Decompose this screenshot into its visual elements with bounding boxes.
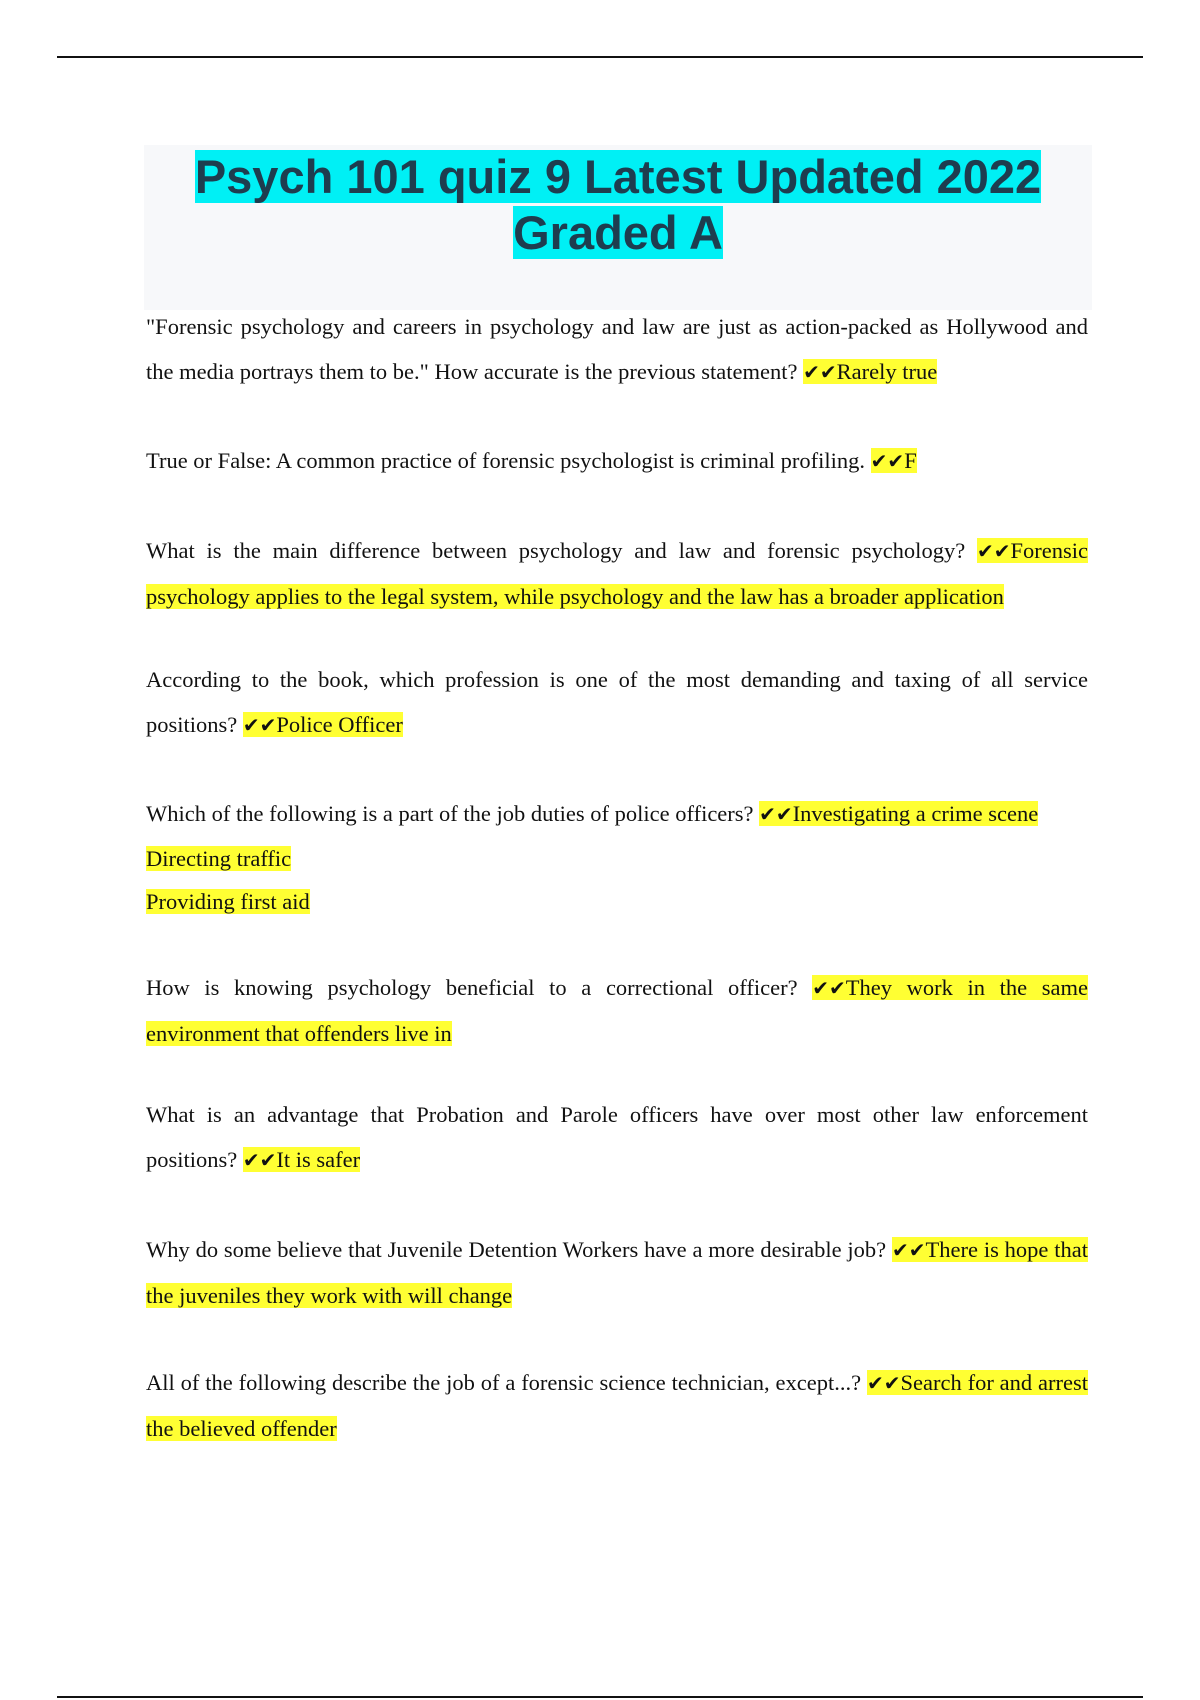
answer-text-1: Rarely true <box>836 359 938 384</box>
question-8: Why do some believe that Juvenile Detention Workers have a more desirable job? <box>146 1237 887 1262</box>
qa-item-5 <box>146 791 1088 923</box>
answer-text-9: Search for and arrest the believed offender <box>146 1370 1088 1441</box>
question-9: All of the following describe the job of a forensic science technician, except...? <box>146 1370 862 1395</box>
qa-item-1 <box>146 304 1088 395</box>
question-5: Which of the following is a part of the job duties of police officers? <box>146 801 754 826</box>
qa-item-8 <box>146 1227 1088 1318</box>
qa-item-2 <box>146 438 1088 484</box>
answer-5-extra-2: Providing first aid <box>146 889 310 914</box>
question-1: "Forensic psychology and careers in psychology and law are just as action-packed as Hollywood and the media portrays them to be." How accurate is the previous statement? <box>146 314 1088 384</box>
answer-1 <box>803 359 937 384</box>
check-icon: ✔✔ <box>242 713 277 737</box>
question-7: What is an advantage that Probation and Parole officers have over most other law enforcement positions? <box>146 1102 1088 1172</box>
check-icon: ✔✔ <box>759 802 793 826</box>
answer-text-8: There is hope that the juveniles they work with will change <box>146 1237 1088 1308</box>
qa-item-7 <box>146 1092 1088 1183</box>
qa-item-6 <box>146 965 1088 1056</box>
check-icon: ✔✔ <box>870 449 905 473</box>
qa-item-3 <box>146 528 1088 619</box>
answer-text-3: Forensic psychology applies to the legal system, while psychology and the law has a broader application <box>146 538 1089 609</box>
qa-item-4 <box>146 657 1088 748</box>
answer-text-5: Investigating a crime scene <box>792 801 1039 826</box>
check-icon: ✔✔ <box>242 1148 277 1172</box>
qa-item-9 <box>146 1360 1088 1451</box>
question-3: What is the main difference between psychology and law and forensic psychology? <box>146 538 966 563</box>
title-block <box>144 145 1092 310</box>
check-icon: ✔✔ <box>977 539 1011 563</box>
document-title: Psych 101 quiz 9 Latest Updated 2022 Graded A <box>194 150 1042 259</box>
answer-2 <box>871 448 917 473</box>
answer-text-4: Police Officer <box>276 712 403 737</box>
check-icon: ✔✔ <box>812 976 846 1000</box>
answer-7 <box>243 1147 360 1172</box>
question-4: According to the book, which profession is one of the most demanding and taxing of all service positions? <box>146 667 1088 737</box>
bottom-rule <box>57 1696 1143 1698</box>
answer-text-6: They work in the same environment that offenders live in <box>146 975 1089 1046</box>
question-6: How is knowing psychology beneficial to a correctional officer? <box>146 975 798 1000</box>
answer-5-line-2 <box>146 837 1088 880</box>
check-icon: ✔✔ <box>892 1238 926 1262</box>
answer-text-7: It is safer <box>276 1147 361 1172</box>
check-icon: ✔✔ <box>803 360 837 384</box>
answer-5 <box>759 801 1038 826</box>
answer-4 <box>243 712 403 737</box>
answer-5-line-3 <box>146 880 1088 923</box>
question-2: True or False: A common practice of forensic psychologist is criminal profiling. <box>146 448 866 473</box>
check-icon: ✔✔ <box>866 1371 901 1395</box>
answer-text-2: F <box>904 448 917 473</box>
top-rule <box>57 56 1143 58</box>
answer-5-extra-1: Directing traffic <box>146 846 292 871</box>
